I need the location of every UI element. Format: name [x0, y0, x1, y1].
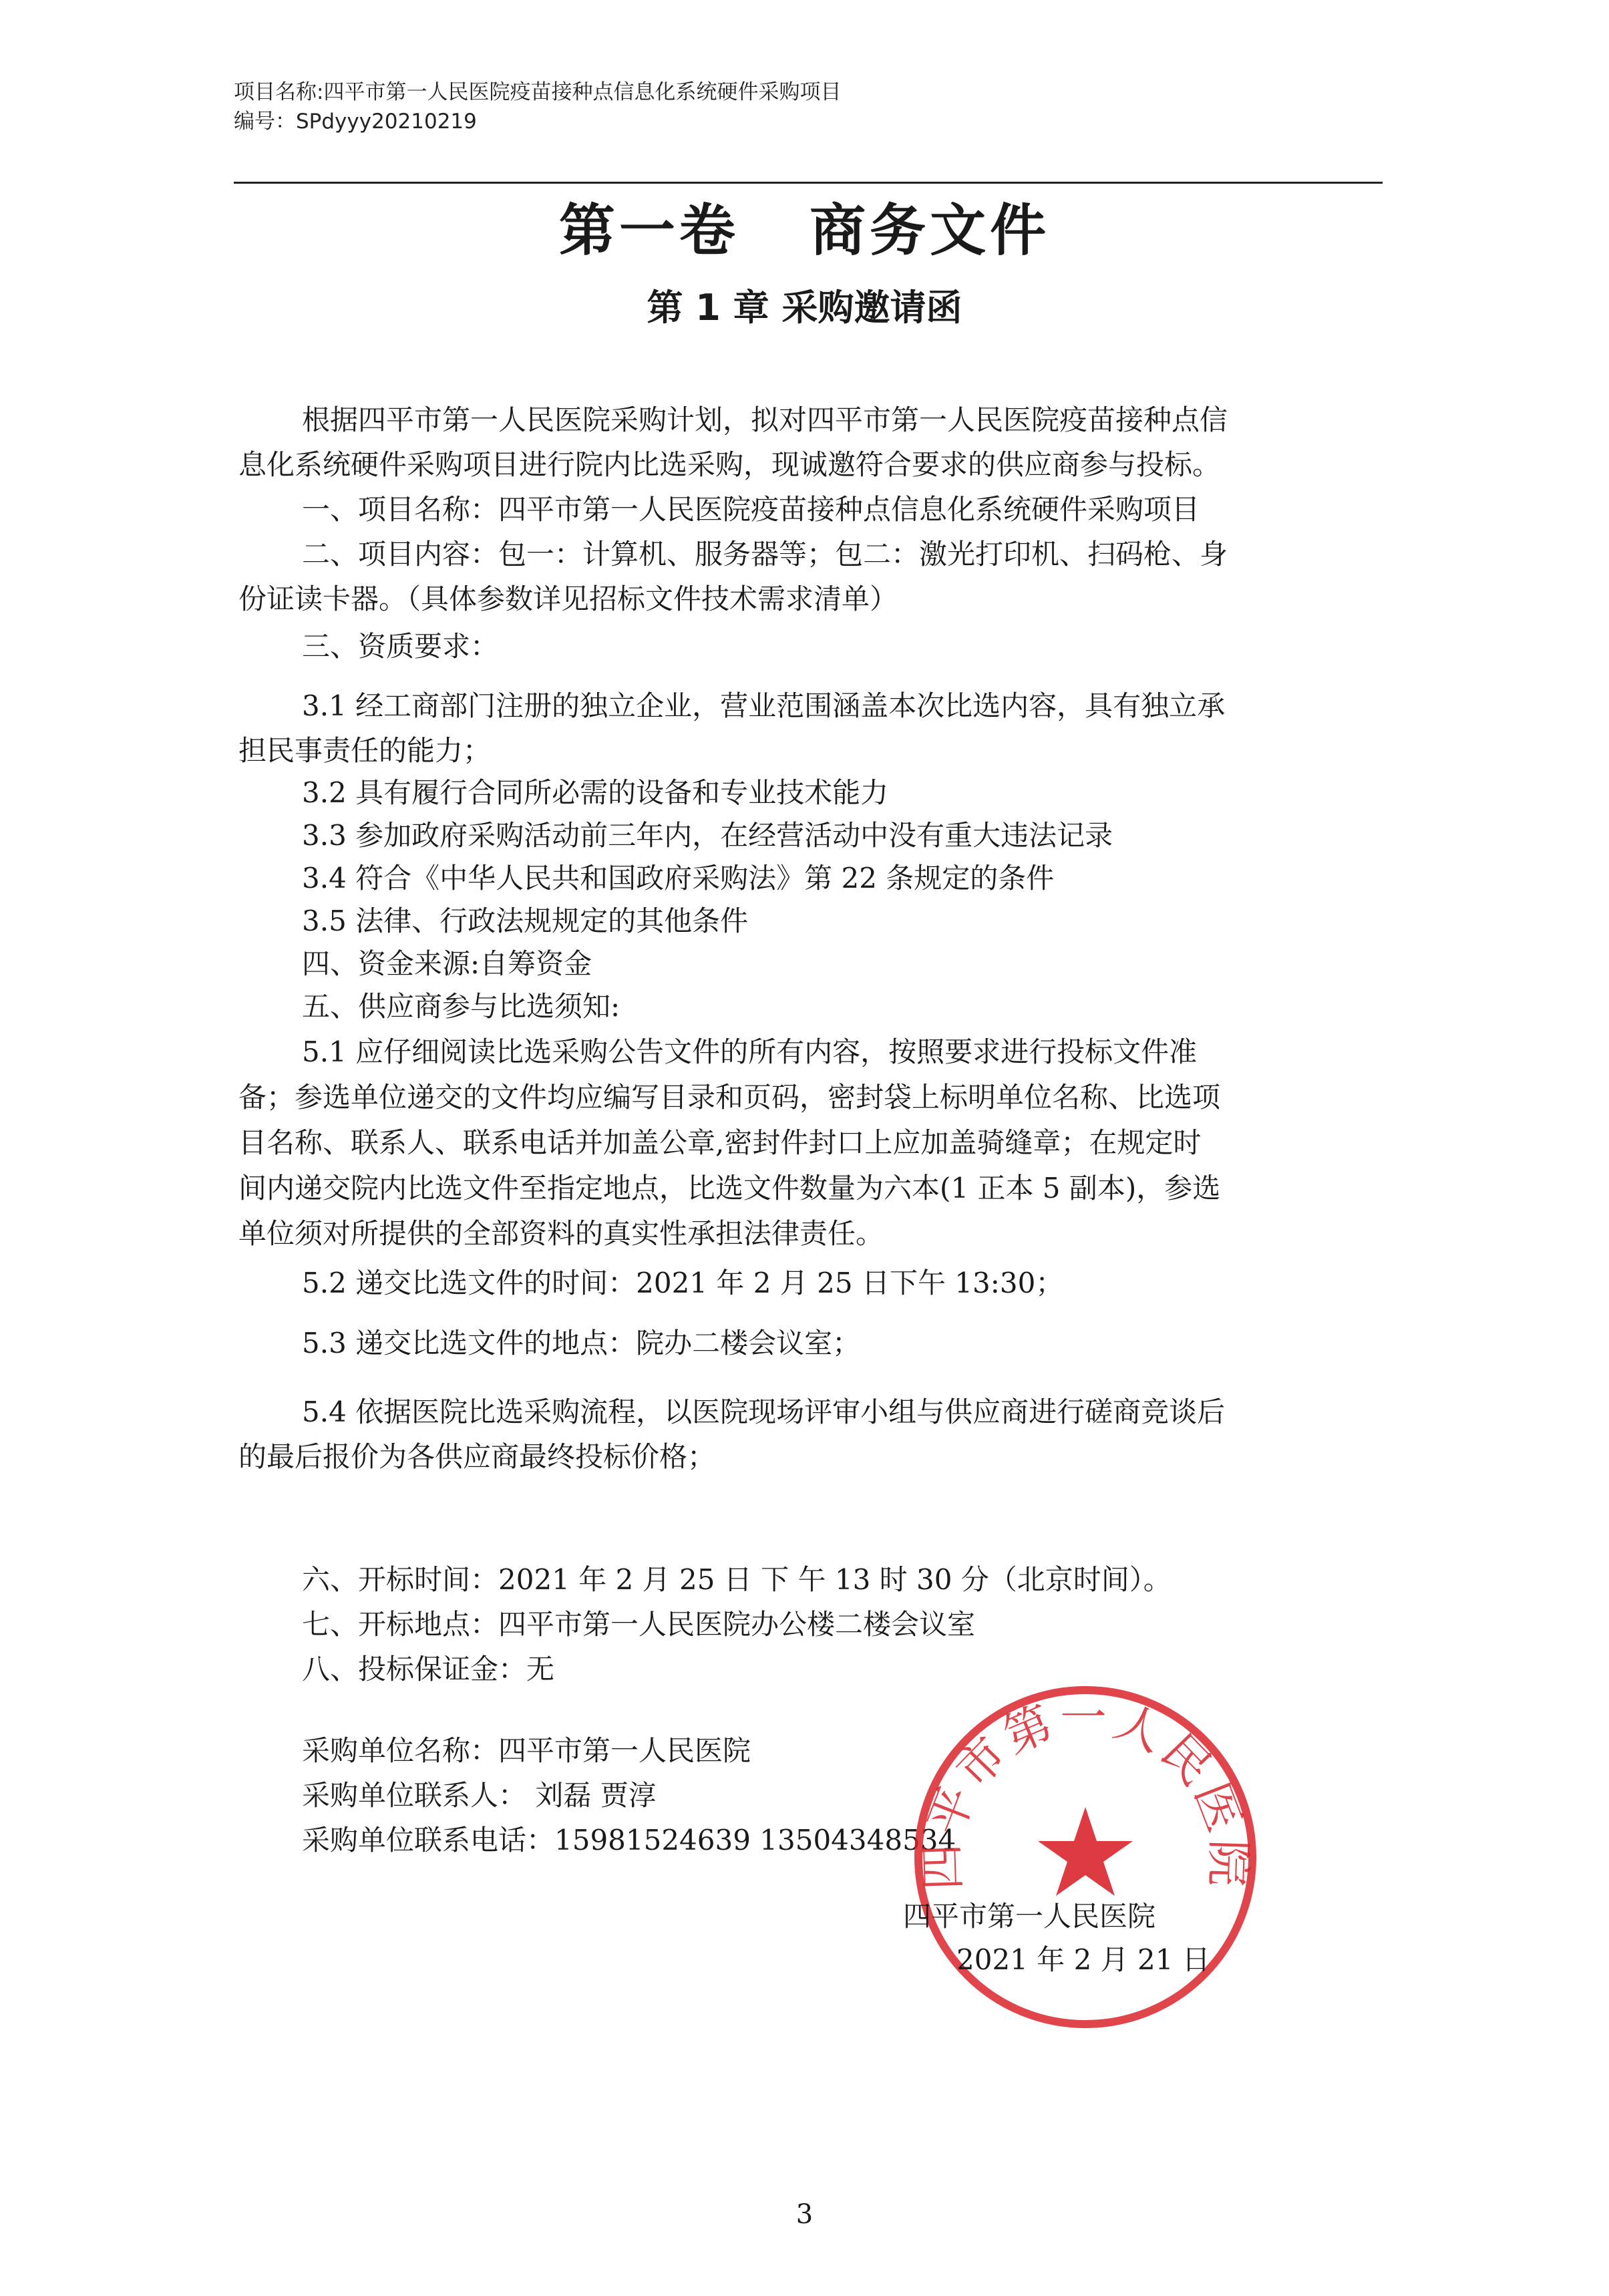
item-4: 四、资金来源:自筹资金 — [302, 947, 592, 980]
item-1: 一、项目名称：四平市第一人民医院疫苗接种点信息化系统硬件采购项目 — [302, 493, 1200, 526]
qual-3-5: 3.5 法律、行政法规规定的其他条件 — [302, 905, 749, 937]
qual-3-2: 3.2 具有履行合同所必需的设备和专业技术能力 — [302, 776, 889, 809]
item-2-line-1: 二、项目内容：包一：计算机、服务器等；包二：激光打印机、扫码枪、身 — [302, 538, 1228, 570]
signature-org: 四平市第一人民医院 — [903, 1900, 1156, 1933]
intro-line-2: 息化系统硬件采购项目进行院内比选采购，现诚邀符合要求的供应商参与投标。 — [238, 448, 1221, 481]
contact-person: 采购单位联系人： 刘磊 贾淳 — [302, 1779, 657, 1812]
header-project-name: 项目名称:四平市第一人民医院疫苗接种点信息化系统硬件采购项目 — [234, 80, 842, 104]
seal-text: 四平市第一人民医院 — [914, 1690, 1257, 1892]
notice-5-4-line-2: 的最后报价为各供应商最终投标价格； — [238, 1440, 716, 1473]
page-number: 3 — [795, 2199, 814, 2230]
item-7: 七、开标地点：四平市第一人民医院办公楼二楼会议室 — [302, 1608, 976, 1641]
item-2-line-2: 份证读卡器。（具体参数详见招标文件技术需求清单） — [238, 583, 898, 615]
qual-3-4: 3.4 符合《中华人民共和国政府采购法》第 22 条规定的条件 — [302, 862, 1055, 894]
item-5: 五、供应商参与比选须知: — [302, 990, 620, 1023]
header-number: 编号：SPdyyy20210219 — [234, 110, 477, 134]
notice-5-1-line-5: 单位须对所提供的全部资料的真实性承担法律责任。 — [238, 1217, 884, 1250]
official-seal — [905, 1677, 1266, 2037]
notice-5-3: 5.3 递交比选文件的地点：院办二楼会议室； — [302, 1327, 861, 1359]
notice-5-1-line-4: 间内递交院内比选文件至指定地点，比选文件数量为六本(1 正本 5 副本)，参选 — [238, 1172, 1221, 1204]
volume-title: 第一卷 商务文件 — [558, 198, 1051, 263]
qual-3-1-line-1: 3.1 经工商部门注册的独立企业，营业范围涵盖本次比选内容，具有独立承 — [302, 689, 1226, 722]
signature-date: 2021 年 2 月 21 日 — [956, 1943, 1210, 1976]
item-3: 三、资质要求： — [302, 630, 499, 663]
item-8: 八、投标保证金：无 — [302, 1653, 555, 1685]
item-6: 六、开标时间：2021 年 2 月 25 日 下 午 13 时 30 分（北京时间）。 — [302, 1563, 1172, 1596]
intro-line-1: 根据四平市第一人民医院采购计划，拟对四平市第一人民医院疫苗接种点信 — [302, 403, 1228, 436]
qual-3-1-line-2: 担民事责任的能力； — [238, 734, 492, 767]
chapter-title: 第 1 章 采购邀请函 — [647, 287, 962, 329]
notice-5-1-line-2: 备；参选单位递交的文件均应编写目录和页码，密封袋上标明单位名称、比选项 — [238, 1081, 1221, 1114]
header-rule — [234, 182, 1383, 184]
qual-3-3: 3.3 参加政府采购活动前三年内，在经营活动中没有重大违法记录 — [302, 819, 1113, 852]
notice-5-2: 5.2 递交比选文件的时间：2021 年 2 月 25 日下午 13:30； — [302, 1267, 1064, 1299]
notice-5-1-line-1: 5.1 应仔细阅读比选采购公告文件的所有内容，按照要求进行投标文件准 — [302, 1035, 1198, 1068]
notice-5-1-line-3: 目名称、联系人、联系电话并加盖公章,密封件封口上应加盖骑缝章；在规定时 — [238, 1126, 1202, 1159]
unit-name: 采购单位名称：四平市第一人民医院 — [302, 1734, 751, 1767]
notice-5-4-line-1: 5.4 依据医院比选采购流程，以医院现场评审小组与供应商进行磋商竞谈后 — [302, 1396, 1226, 1428]
contact-phone: 采购单位联系电话：15981524639 13504348534 — [302, 1824, 956, 1856]
star-icon — [1038, 1807, 1133, 1896]
